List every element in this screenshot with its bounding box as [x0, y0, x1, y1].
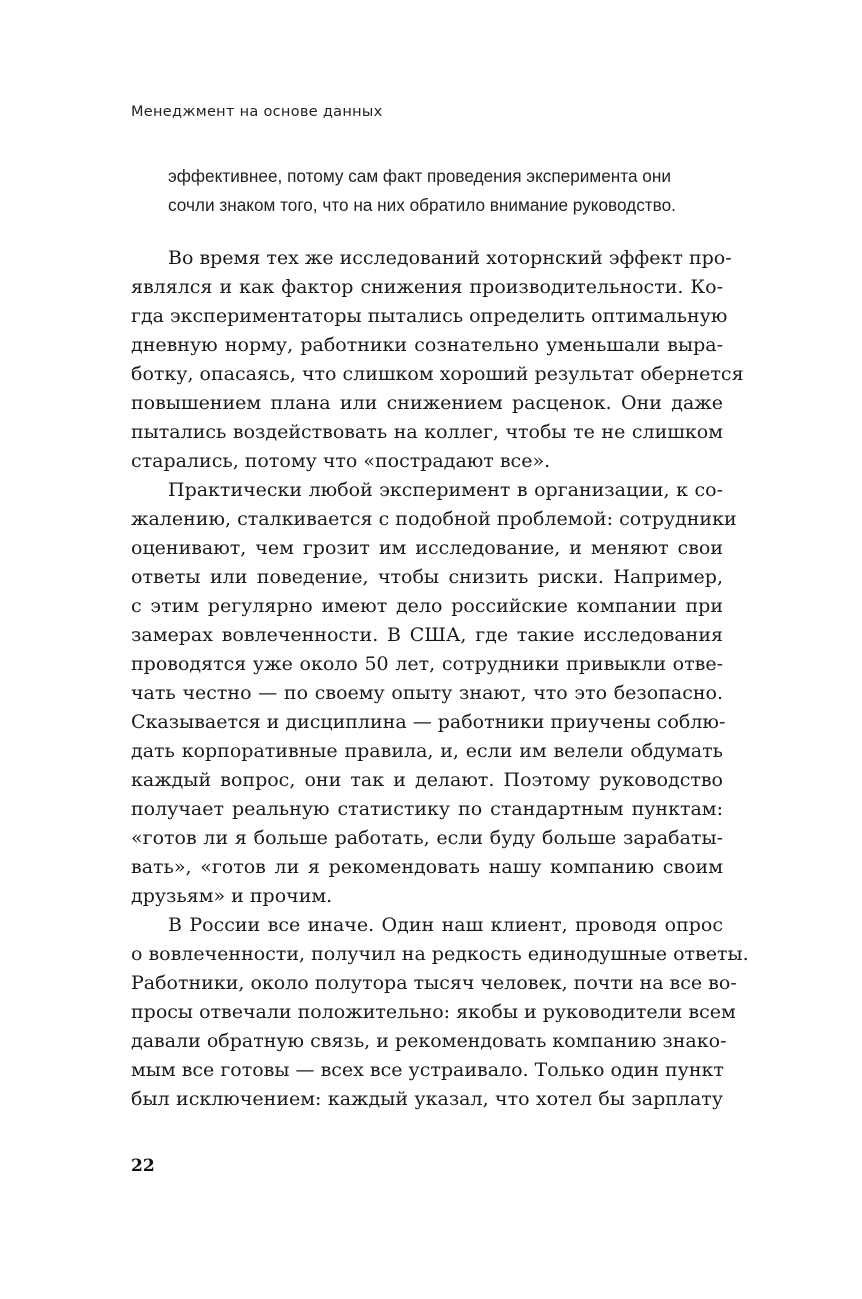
paragraph-3-line: просы отвечали положительно: якобы и руководители всем	[131, 1001, 736, 1023]
paragraph-1-line: Во время тех же исследований хоторнский эффект про-	[168, 247, 732, 269]
paragraph-2-line: «готов ли я больше работать, если буду больше зарабаты-	[131, 827, 723, 849]
paragraph-1-line: дневную норму, работники сознательно уменьшали выра-	[131, 334, 723, 356]
paragraph-1-line: пытались воздействовать на коллег, чтобы те не слишком	[131, 421, 723, 443]
paragraph-2-line: чать честно — по своему опыту знают, что это безопасно.	[131, 682, 723, 704]
paragraph-1-line: являлся и как фактор снижения производительности. Ко-	[131, 276, 723, 298]
paragraph-2-line: замерах вовлеченности. В США, где такие исследования	[131, 624, 723, 646]
paragraph-2-line: проводятся уже около 50 лет, сотрудники привыкли отве-	[131, 653, 723, 675]
running-header: Менеджмент на основе данных	[131, 104, 383, 120]
paragraph-3-line: давали обратную связь, и рекомендовать компанию знако-	[131, 1030, 727, 1052]
paragraph-2-line: дать корпоративные правила, и, если им велели обдумать	[131, 740, 723, 762]
paragraph-2-line: вать», «готов ли я рекомендовать нашу компанию своим	[131, 856, 723, 878]
page-number: 22	[131, 1156, 155, 1176]
quote-line: эффективнее, потому сам факт проведения эксперимента они	[168, 166, 671, 186]
paragraph-3-line: В России все иначе. Один наш клиент, проводя опрос	[168, 914, 723, 936]
paragraph-2-line: Практически любой эксперимент в организации, к со-	[168, 479, 723, 501]
paragraph-1-line: ботку, опасаясь, что слишком хороший результат обернется	[131, 363, 744, 385]
paragraph-2-line: с этим регулярно имеют дело российские компании при	[131, 595, 723, 617]
paragraph-3-line: мым все готовы — всех все устраивало. Только один пункт	[131, 1059, 724, 1081]
quote-line: сочли знаком того, что на них обратило внимание руководство.	[168, 195, 676, 215]
paragraph-3-line: был исключением: каждый указал, что хотел бы зарплату	[131, 1088, 723, 1110]
paragraph-1-line: гда экспериментаторы пытались определить оптимальную	[131, 305, 728, 327]
quote-block	[168, 162, 724, 220]
body-text	[131, 244, 749, 1114]
paragraph-1-line: старались, потому что «пострадают все».	[131, 450, 551, 472]
paragraph-1-line: повышением плана или снижением расценок. Они даже	[131, 392, 723, 414]
paragraph-3-line: Работники, около полутора тысяч человек, почти на все во-	[131, 972, 737, 994]
paragraph-2-line: получает реальную статистику по стандартным пунктам:	[131, 798, 723, 820]
paragraph-2-line: друзьям» и прочим.	[131, 885, 333, 907]
paragraph-3-line: о вовлеченности, получил на редкость единодушные ответы.	[131, 943, 749, 965]
paragraph-2-line: каждый вопрос, они так и делают. Поэтому руководство	[131, 769, 723, 791]
paragraph-2-line: оценивают, чем грозит им исследование, и меняют свои	[131, 537, 723, 559]
paragraph-2-line: Сказывается и дисциплина — работники приучены соблю-	[131, 711, 726, 733]
paragraph-2-line: ответы или поведение, чтобы снизить риски. Например,	[131, 566, 723, 588]
paragraph-2-line: жалению, сталкивается с подобной проблемой: сотрудники	[131, 508, 737, 530]
